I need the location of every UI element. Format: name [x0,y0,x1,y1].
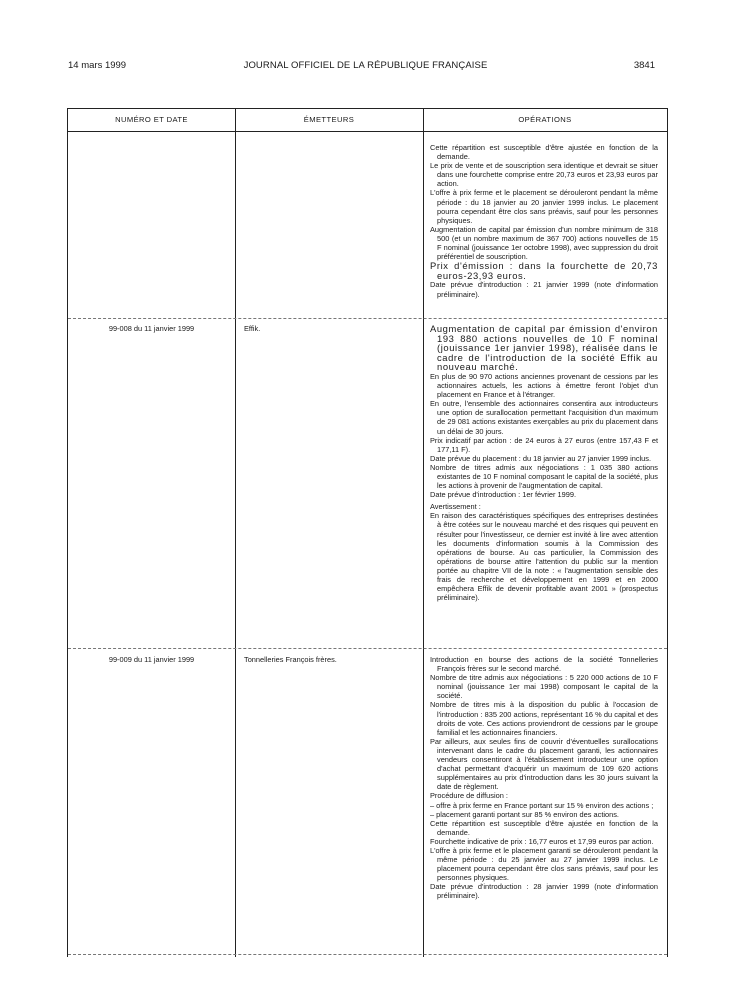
row-separator [68,648,667,649]
table-header [68,109,667,132]
row-separator [68,318,667,319]
operation-paragraph: L'offre à prix ferme et le placement se dérouleront pendant la même période : du 18 janvier au 20 janvier 1999 inclus. Le placement pourra cependant être clos sans préavis, sauf pour les personnes physiques. [430,188,658,225]
column-header-operations: OPÉRATIONS [518,115,572,124]
column-header-numero: NUMÉRO ET DATE [115,115,188,124]
table-row-operations [430,324,658,602]
operation-paragraph: L'offre à prix ferme et le placement garanti se dérouleront pendant la même période : du 25 janvier au 27 janvier 1999 inclus. Le placement pourra cependant être clos sans préavis, sauf pour les personnes physiques. [430,845,658,883]
operation-paragraph: – offre à prix ferme en France portant sur 15 % environ des actions ; [430,800,654,810]
row-numero: 99-008 du 11 janvier 1999 [108,324,195,333]
column-divider [423,109,424,957]
operation-paragraph: Cette répartition est susceptible d'être ajustée en fonction de la demande. [430,818,658,837]
operation-paragraph: Date prévue du placement : du 18 janvier au 27 janvier 1999 inclus. [430,453,652,463]
operation-paragraph: Date prévue d'introduction : 21 janvier 1999 (note d'information préliminaire). [430,280,658,299]
operation-paragraph: Augmentation de capital par émission d'environ 193 880 actions nouvelles de 10 F nominal (jouissance 1er janvier 1998), réalisée dans le cadre de l'introduction de la société Effik au nouveau marché. [430,323,658,373]
operation-paragraph: – placement garanti portant sur 85 % environ des actions. [430,809,619,819]
column-header-emetteurs: ÉMETTEURS [303,115,355,124]
table-row-operations [430,655,658,901]
operation-paragraph: Le prix de vente et de souscription sera identique et devrait se situer dans une fourchette comprise entre 20,73 euros et 23,93 euros par action. [430,161,658,189]
operation-paragraph: Nombre de titres mis à la disposition du public à l'occasion de l'introduction : 835 200 actions, représentant 16 % du capital et des droits de vote. Ces actions proviendront de cessions par le groupe familial et les actionnaires financiers. [430,700,658,737]
operation-paragraph: Date prévue d'introduction : 1er février 1999. [430,490,577,500]
operation-paragraph: Augmentation de capital par émission d'un nombre minimum de 318 500 (et un nombre maximum de 367 700) actions nouvelles de 15 F nominal (jouissance 1er octobre 1998), avec suppression du droit préférentiel de souscription. [430,224,658,262]
operation-paragraph: Procédure de diffusion : [430,791,508,801]
operation-paragraph: Prix indicatif par action : de 24 euros à 27 euros (entre 157,43 F et 177,11 F). [430,435,658,454]
warning-heading: Avertissement : [430,502,481,512]
row-emetteur: Effik. [244,324,261,333]
header-date: 14 mars 1999 [68,60,127,71]
operation-paragraph: Par ailleurs, aux seules fins de couvrir d'éventuelles surallocations intervenant dans le cadre du placement garanti, les actionnaires vendeurs consentiront à l'établissement introducteur une option d'achat permettant d'acquérir un maximum de 109 620 actions supplémentaires au prix d'introduction dans les 30 jours suivant la date de règlement. [430,736,658,792]
operation-paragraph: Date prévue d'introduction : 28 janvier 1999 (note d'information préliminaire). [430,882,658,901]
operation-paragraph: Nombre de titre admis aux négociations : 5 220 000 actions de 10 F nominal (jouissance 1er mai 1998) composant le capital de la société. [430,673,658,701]
operation-paragraph: Nombre de titres admis aux négociations : 1 035 380 actions existantes de 10 F nominal composant le capital de la société, plus les actions à provenir de l'augmentation de capital. [430,462,658,491]
journal-title: JOURNAL OFFICIEL DE LA RÉPUBLIQUE FRANÇAISE [243,60,488,71]
row-emetteur: Tonnelleries François frères. [244,655,337,664]
table-row-operations [430,143,658,299]
warning-paragraph: En raison des caractéristiques spécifiques des entreprises destinées à être cotées sur le nouveau marché et des risques qui peuvent en résulter pour l'investisseur, ce dernier est invité à lire avec attention les documents d'information soumis à la Commission des opérations de bourse. Au cas particulier, la Commission des opérations de bourse attire l'attention du public sur la mention portée au chapitre VII de la note : « l'augmentation sensible des frais de recherche et développement en 1999 et en 2000 empêchera Effik de devenir profitable avant 2001 » (prospectus préliminaire). [430,511,658,603]
operation-paragraph: Cette répartition est susceptible d'être ajustée en fonction de la demande. [430,143,658,162]
row-numero: 99-009 du 11 janvier 1999 [108,655,195,664]
operation-paragraph: Prix d'émission : dans la fourchette de 20,73 euros-23,93 euros. [430,260,658,281]
operation-paragraph: Introduction en bourse des actions de la société Tonnelleries François frères sur le second marché. [430,655,658,674]
operation-paragraph: Fourchette indicative de prix : 16,77 euros et 17,99 euros par action. [430,836,654,846]
operations-table [67,108,668,957]
page-number: 3841 [633,60,655,71]
column-divider [235,109,236,957]
operation-paragraph: En plus de 90 970 actions anciennes provenant de cessions par les actionnaires actuels, les actions à émettre feront l'objet d'un placement en France et à l'étranger. [430,371,658,400]
row-separator [68,954,667,955]
operation-paragraph: En outre, l'ensemble des actionnaires consentira aux introducteurs une option de surallocation permettant l'acquisition d'un maximum de 29 081 actions existantes exerçables au prix du placement dans un délai de 30 jours. [430,399,658,436]
